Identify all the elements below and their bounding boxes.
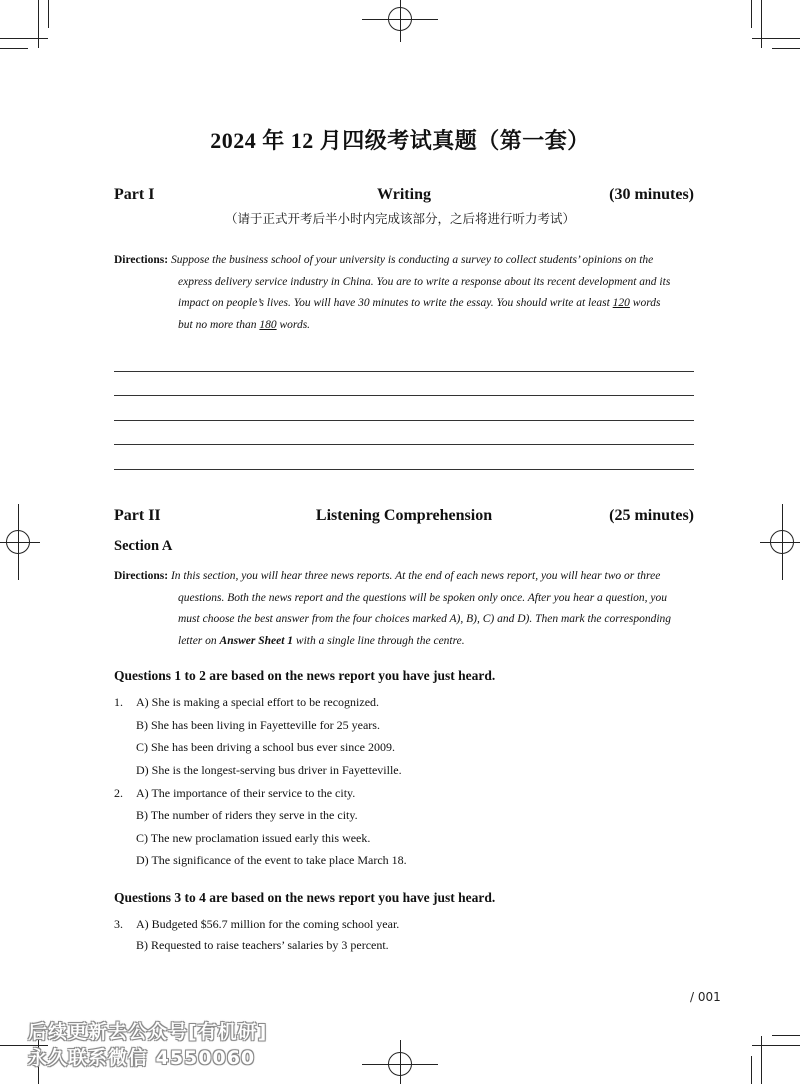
part1-time: (30 minutes) [609, 186, 694, 203]
answer-option[interactable]: A) She is making a special effort to be recognized. [136, 695, 380, 709]
part1-directions [114, 250, 694, 336]
question-group-2-heading: Questions 3 to 4 are based on the news report you have just heard. [114, 890, 496, 905]
part2-directions-label: Directions: [114, 570, 169, 582]
part2-directions [114, 566, 694, 652]
question-number: 1. [114, 695, 123, 709]
page-number: / 001 [690, 990, 721, 1004]
watermark-line-1: 后续更新去公众号[有机研] [28, 1021, 268, 1043]
writing-line [114, 444, 694, 445]
part1-note: （请于正式开考后半小时内完成该部分，之后将进行听力考试） [224, 212, 575, 226]
answer-option[interactable]: C) The new proclamation issued early this week. [136, 831, 371, 845]
part1-directions-line3: impact on people’s lives. You will have 30 minutes to write the essay. You should write at least 120 words [178, 297, 661, 309]
answer-option[interactable]: B) The number of riders they serve in the city. [136, 808, 358, 822]
answer-option[interactable]: A) Budgeted $56.7 million for the coming school year. [136, 917, 400, 931]
writing-line [114, 371, 694, 372]
max-words: 180 [259, 318, 277, 331]
part2-directions-line4: letter on Answer Sheet 1 with a single line through the centre. [178, 634, 465, 647]
writing-line [114, 420, 694, 421]
answer-option[interactable]: D) The significance of the event to take place March 18. [136, 853, 407, 867]
answer-option[interactable]: C) She has been driving a school bus ever since 2009. [136, 740, 395, 754]
part2-directions-line1: In this section, you will hear three news reports. At the end of each news report, you will hear two or three [170, 570, 661, 582]
writing-line [114, 395, 694, 396]
part2-label: Part II [114, 507, 161, 524]
part1-name: Writing [377, 186, 431, 203]
part2-time: (25 minutes) [609, 507, 694, 524]
answer-option[interactable]: B) Requested to raise teachers’ salaries by 3 percent. [136, 938, 389, 952]
part2-name: Listening Comprehension [315, 507, 493, 524]
part1-directions-line4: but no more than 180 words. [178, 318, 311, 331]
answer-option[interactable]: A) The importance of their service to the city. [136, 786, 356, 800]
part2-directions-line3: must choose the best answer from the four choices marked A), B), C) and D). Then mark the corresponding [178, 613, 672, 625]
answer-sheet-ref: Answer Sheet 1 [219, 634, 294, 647]
question-group-1-heading: Questions 1 to 2 are based on the news report you have just heard. [114, 668, 496, 683]
part1-directions-line1: Suppose the business school of your university is conducting a survey to collect students’ opinions on the [170, 254, 654, 266]
writing-line [114, 469, 694, 470]
part1-directions-label: Directions: [114, 254, 169, 266]
part2-directions-line2: questions. Both the news report and the questions will be spoken only once. After you hear a question, you [178, 591, 668, 604]
min-words: 120 [612, 297, 630, 309]
question-number: 3. [114, 917, 123, 931]
answer-option[interactable]: D) She is the longest-serving bus driver in Fayetteville. [136, 763, 402, 777]
page-title: 2024 年 12 月四级考试真题（第一套） [210, 128, 590, 153]
question-number: 2. [114, 786, 123, 800]
section-a-heading: Section A [114, 538, 173, 554]
watermark-line-2: 永久联系微信 4550060 [28, 1047, 256, 1069]
answer-option[interactable]: B) She has been living in Fayetteville for 25 years. [136, 718, 380, 732]
part1-directions-line2: express delivery service industry in China. You are to write a response about its recent development and its [178, 275, 671, 288]
part1-label: Part I [114, 186, 155, 203]
